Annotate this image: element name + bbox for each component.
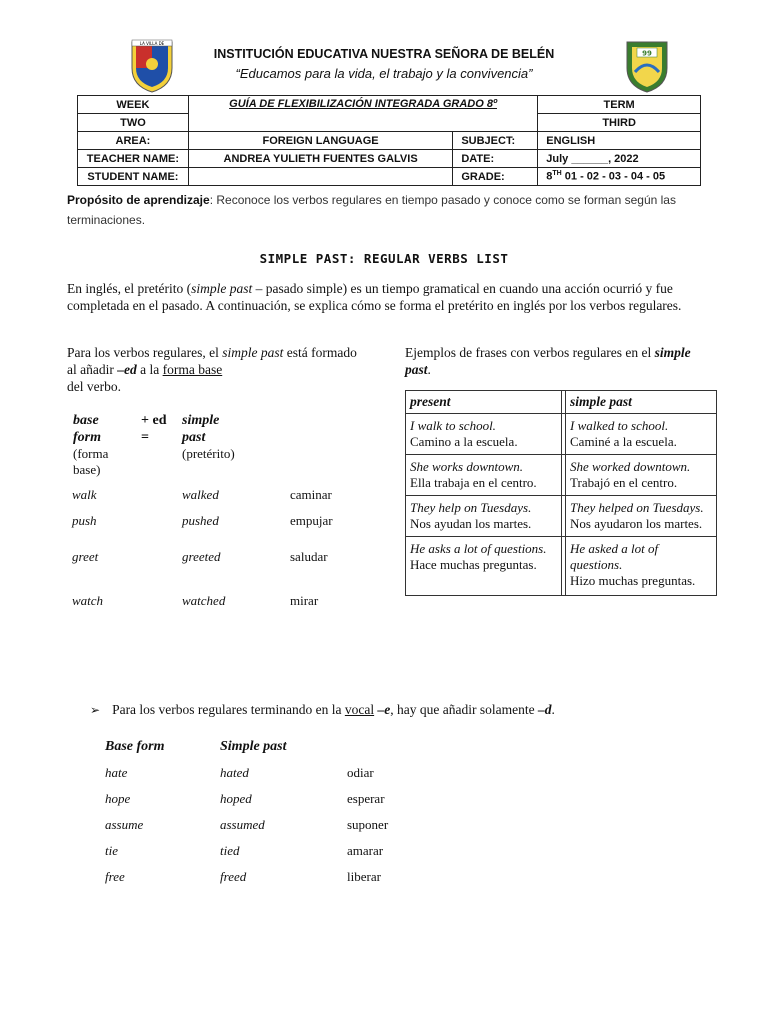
present-es-1: Camino a la escuela. — [410, 434, 518, 449]
rule-text-a: Para los verbos regulares, el — [67, 345, 223, 360]
e-ending-rule — [90, 702, 555, 718]
present-en-4: He asks a lot of questions. — [410, 541, 547, 556]
past-es-2: Trabajó en el centro. — [570, 475, 678, 490]
e-verb-es-5: liberar — [347, 869, 381, 884]
institution-motto: “Educamos para la vida, el trabajo y la convivencia” — [235, 66, 533, 81]
e-verb-es-4: amarar — [347, 843, 384, 858]
verb-table-header-past: simple past — [182, 413, 220, 445]
past-en-2: She worked downtown. — [570, 459, 691, 474]
verb-table-header-past-note: (pretérito) — [182, 446, 235, 461]
verb-base-2: push — [72, 513, 97, 528]
date-label: DATE: — [453, 150, 538, 168]
verb-base-3: greet — [72, 549, 99, 564]
verb-es-2: empujar — [290, 513, 333, 528]
date-value[interactable] — [538, 150, 701, 168]
verb-es-4: mirar — [290, 593, 319, 608]
subject-value: ENGLISH — [538, 132, 701, 150]
present-en-2: She works downtown. — [410, 459, 524, 474]
purpose-label: Propósito de aprendizaje — [67, 193, 210, 207]
verb-table-header-base-note: (forma base) — [73, 446, 109, 477]
intro-text-c: – pasado simple) es un tiempo gramatical en cuando una acción ocurrió y fue completada en el pasado. A continuación, se explica cómo se forma el pretérito en inglés por los verbos regulares. — [67, 281, 682, 313]
area-value: FOREIGN LANGUAGE — [188, 132, 452, 150]
e-verb-es-2: esperar — [347, 791, 385, 806]
table-row — [406, 455, 717, 496]
examples-intro-c: . — [427, 362, 431, 377]
verb-es-1: caminar — [290, 487, 332, 502]
examples-intro-b: simple past — [405, 345, 691, 377]
e-verb-past-5: freed — [220, 869, 247, 884]
rule-text-e: a la — [136, 362, 163, 377]
e-verb-es-1: odiar — [347, 765, 374, 780]
right-logo-badge: 99 — [642, 49, 652, 58]
e-table-header-past: Simple past — [220, 739, 287, 754]
intro-text-a: En inglés, el pretérito ( — [67, 281, 192, 296]
present-es-4: Hace muchas preguntas. — [410, 557, 537, 572]
examples-intro-a: Ejemplos de frases con verbos regulares en el — [405, 345, 655, 360]
teacher-value: ANDREA YULIETH FUENTES GALVIS — [188, 150, 452, 168]
area-label: AREA: — [78, 132, 189, 150]
section-title: SIMPLE PAST: REGULAR VERBS LIST — [259, 251, 509, 266]
e-verb-past-2: hoped — [220, 791, 252, 806]
examples-header-present: present — [406, 391, 562, 414]
past-en-3: They helped on Tuesdays. — [570, 500, 704, 515]
verb-es-3: saludar — [290, 549, 328, 564]
institution-name: INSTITUCIÓN EDUCATIVA NUESTRA SEÑORA DE BELÉN — [213, 47, 555, 61]
present-es-3: Nos ayudan los martes. — [410, 516, 532, 531]
examples-table — [405, 390, 717, 596]
bullet-text-a: Para los verbos regulares terminando en la — [112, 702, 345, 717]
past-en-1: I walked to school. — [570, 418, 669, 433]
e-verb-past-4: tied — [220, 843, 240, 858]
e-verb-base-2: hope — [105, 791, 131, 806]
present-en-1: I walk to school. — [410, 418, 496, 433]
term-label: TERM — [538, 96, 701, 114]
teacher-label: TEACHER NAME: — [78, 150, 189, 168]
e-verb-past-3: assumed — [220, 817, 265, 832]
rule-text-b: simple past — [222, 345, 284, 360]
past-es-1: Caminé a la escuela. — [570, 434, 677, 449]
verb-base-4: watch — [72, 593, 104, 608]
past-es-4: Hizo muchas preguntas. — [570, 573, 696, 588]
week-value: TWO — [78, 114, 189, 132]
header-table — [77, 95, 701, 186]
arrow-bullet-icon: ➢ — [90, 703, 101, 717]
intro-paragraph — [67, 280, 697, 314]
week-label: WEEK — [78, 96, 189, 114]
rule-text-c: está formado al añadir — [67, 345, 357, 377]
subject-label: SUBJECT: — [453, 132, 538, 150]
e-verb-base-3: assume — [105, 817, 144, 832]
date-suffix: , 2022 — [608, 152, 639, 165]
verb-past-2: pushed — [182, 513, 219, 528]
rule-text-g: del verbo. — [67, 379, 121, 394]
verb-past-3: greeted — [182, 549, 221, 564]
table-row — [406, 537, 717, 596]
bullet-e-suffix: –e — [377, 702, 391, 717]
e-table-header-base: Base form — [105, 739, 165, 754]
bullet-vocal: vocal — [344, 702, 375, 717]
e-verb-es-3: suponer — [347, 817, 389, 832]
date-blank[interactable]: ______ — [571, 152, 609, 165]
intro-text-b: simple past — [191, 281, 253, 296]
left-logo-motto: LA VILLA DE — [139, 41, 165, 46]
e-verb-base-5: free — [105, 869, 125, 884]
bullet-text-e: , hay que añadir solamente — [390, 702, 538, 717]
verb-table-header-base: base form — [73, 413, 101, 445]
verb-base-1: walk — [72, 487, 97, 502]
grade-superscript: TH — [552, 170, 562, 178]
bullet-d-suffix: –d — [537, 702, 552, 717]
rule-base-form: forma base — [162, 362, 223, 377]
grade-label: GRADE: — [453, 168, 538, 186]
table-row — [406, 496, 717, 537]
grade-number: 8 — [546, 170, 553, 183]
table-row — [406, 414, 717, 455]
examples-header-past: simple past — [566, 391, 717, 414]
guide-title: GUÍA DE FLEXIBILIZACIÓN INTEGRADA GRADO 8º — [188, 96, 537, 132]
e-verb-base-1: hate — [105, 765, 128, 780]
present-en-3: They help on Tuesdays. — [410, 500, 532, 515]
learning-purpose — [67, 190, 707, 230]
verb-past-1: walked — [182, 487, 219, 502]
date-prefix: July — [546, 152, 572, 165]
rule-ed-suffix: –ed — [117, 362, 137, 377]
examples-intro — [405, 344, 695, 378]
verb-past-4: watched — [182, 593, 226, 608]
past-en-4: He asked a lot of questions. — [570, 541, 659, 572]
bullet-text-g: . — [551, 702, 555, 717]
e-verb-base-4: tie — [105, 843, 118, 858]
term-value: THIRD — [538, 114, 701, 132]
student-label: STUDENT NAME: — [78, 168, 189, 186]
grade-value — [538, 168, 701, 186]
present-es-2: Ella trabaja en el centro. — [410, 475, 537, 490]
student-name-field[interactable] — [188, 168, 452, 186]
past-es-3: Nos ayudaron los martes. — [570, 516, 703, 531]
e-verb-past-1: hated — [220, 765, 249, 780]
verb-table-header-plus: + ed = — [141, 413, 167, 445]
purpose-text: : Reconoce los verbos regulares en tiempo pasado y conoce como se forman según las terminaciones. — [67, 193, 676, 227]
rule-paragraph — [67, 344, 357, 395]
grade-groups: 01 - 02 - 03 - 04 - 05 — [561, 170, 666, 183]
